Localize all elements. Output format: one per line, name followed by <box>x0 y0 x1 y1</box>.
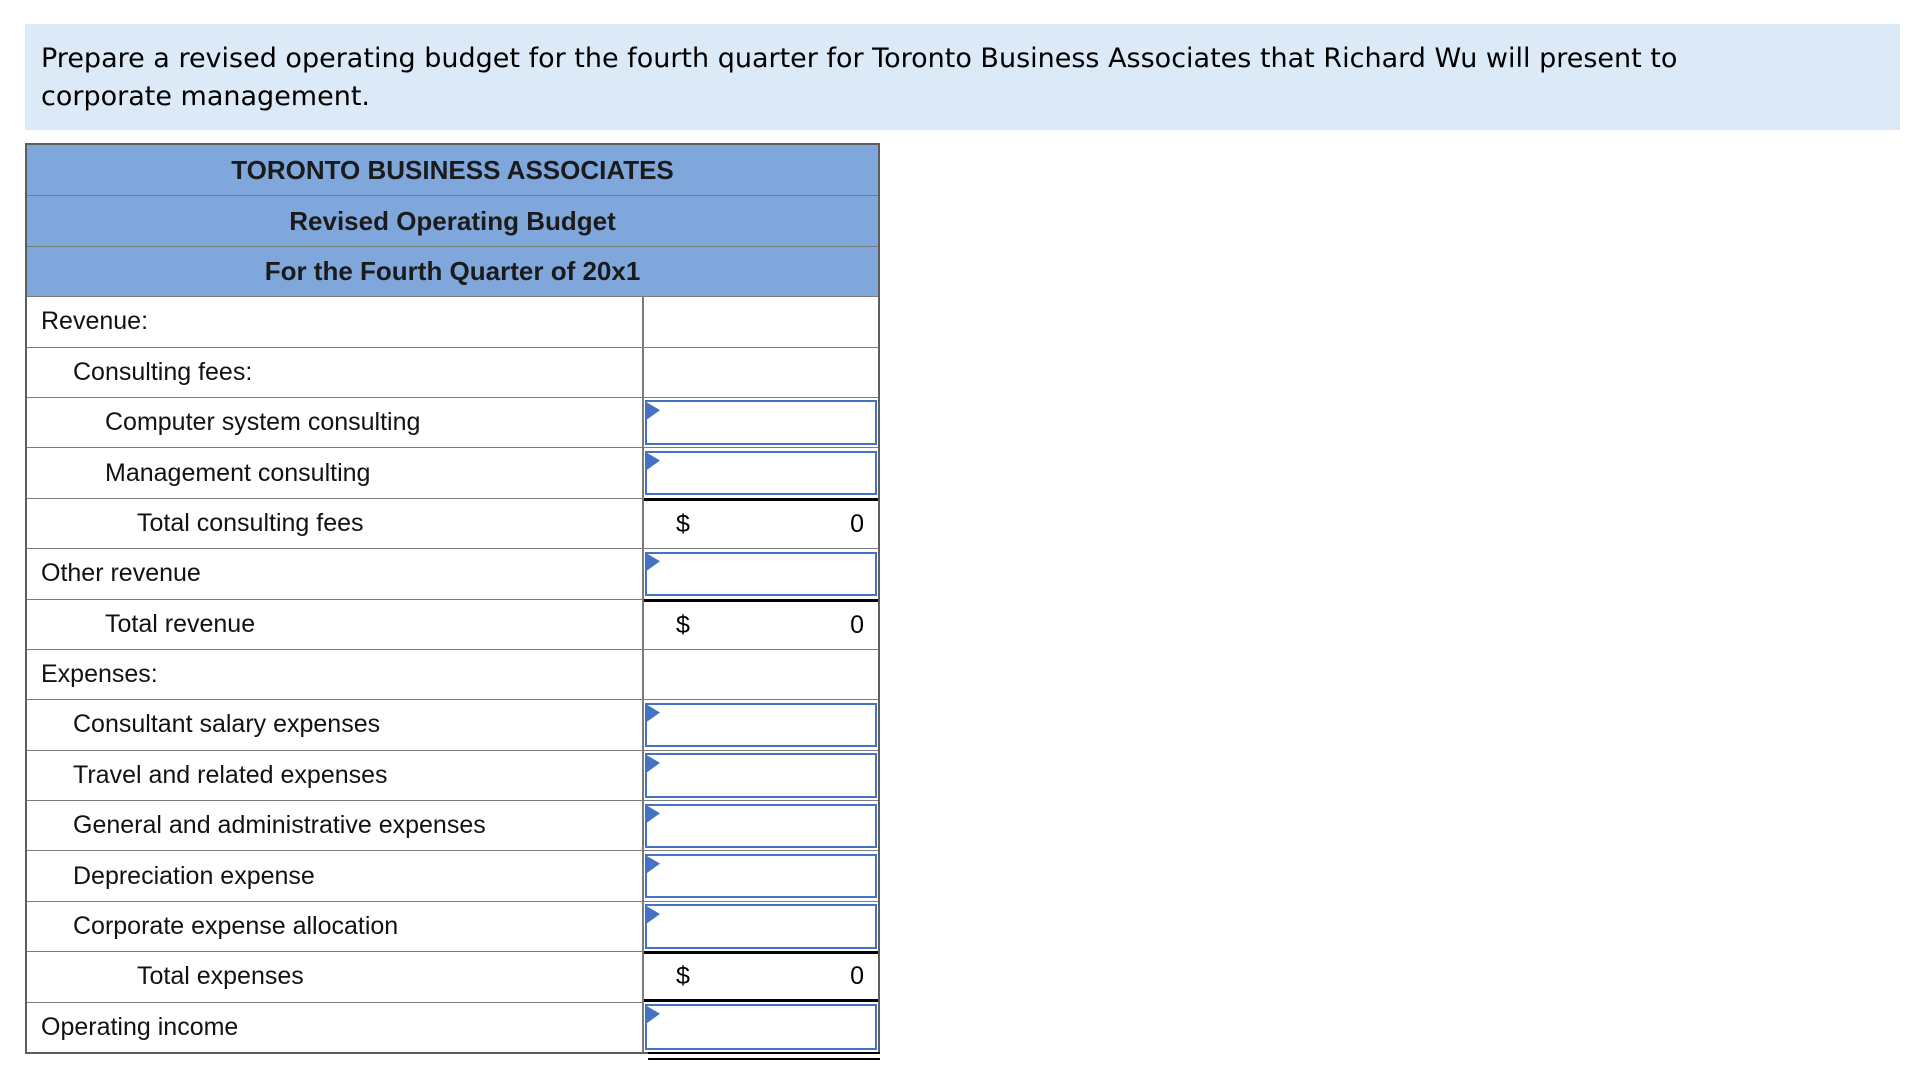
amount-cell <box>644 498 878 548</box>
table-row <box>27 498 878 548</box>
row-label: Expenses: <box>41 660 158 689</box>
table-title-period: For the Fourth Quarter of 20x1 <box>27 246 878 296</box>
currency-symbol: $ <box>676 509 690 538</box>
row-label: Revenue: <box>41 307 149 336</box>
table-body <box>27 296 878 1052</box>
row-label: Other revenue <box>41 559 201 588</box>
amount-value: 0 <box>850 961 864 990</box>
amount-value: 0 <box>850 509 864 538</box>
row-label-cell <box>27 951 644 1001</box>
table-row <box>27 599 878 649</box>
row-label: General and administrative expenses <box>73 811 486 840</box>
row-label-cell <box>27 800 644 850</box>
row-label: Operating income <box>41 1012 239 1041</box>
amount-input[interactable] <box>645 1004 877 1049</box>
amount-cell <box>644 850 878 900</box>
table-row <box>27 699 878 749</box>
instruction-banner <box>25 24 1900 130</box>
instruction-line-1: Prepare a revised operating budget for the fourth quarter for Toronto Business Associates that Richard Wu will present to <box>41 43 1678 74</box>
double-underline <box>648 1052 880 1060</box>
cell-flag-icon <box>647 806 660 823</box>
amount-input[interactable] <box>645 904 877 948</box>
amount-cell <box>644 951 878 1001</box>
row-label-cell <box>27 296 644 346</box>
row-label-cell <box>27 397 644 447</box>
budget-table <box>25 143 880 1054</box>
row-label-cell <box>27 699 644 749</box>
amount-cell <box>644 800 878 850</box>
row-label-cell <box>27 750 644 800</box>
row-label: Travel and related expenses <box>73 760 388 789</box>
amount-cell <box>644 649 878 699</box>
row-label: Depreciation expense <box>73 861 315 890</box>
currency-symbol: $ <box>676 610 690 639</box>
amount-input[interactable] <box>645 753 877 797</box>
amount-cell <box>644 901 878 951</box>
table-row <box>27 397 878 447</box>
table-row <box>27 901 878 951</box>
table-row <box>27 1002 878 1052</box>
row-label-cell <box>27 599 644 649</box>
row-label-cell <box>27 1002 644 1052</box>
row-label: Total expenses <box>137 962 304 991</box>
amount-input[interactable] <box>645 451 877 495</box>
cell-flag-icon <box>647 1006 660 1023</box>
amount-value: 0 <box>850 610 864 639</box>
currency-symbol: $ <box>676 961 690 990</box>
table-title-company: TORONTO BUSINESS ASSOCIATES <box>27 145 878 195</box>
row-label: Consulting fees: <box>73 357 253 386</box>
amount-cell <box>644 347 878 397</box>
row-label-cell <box>27 901 644 951</box>
amount-cell <box>644 397 878 447</box>
amount-input[interactable] <box>645 552 877 596</box>
amount-cell <box>644 750 878 800</box>
row-label: Total revenue <box>105 609 256 638</box>
cell-flag-icon <box>647 453 660 470</box>
amount-cell <box>644 447 878 497</box>
row-label: Computer system consulting <box>105 408 421 437</box>
row-label-cell <box>27 649 644 699</box>
table-row <box>27 800 878 850</box>
amount-cell <box>644 1002 878 1052</box>
table-title-statement: Revised Operating Budget <box>27 195 878 245</box>
table-row <box>27 750 878 800</box>
cell-flag-icon <box>647 856 660 873</box>
cell-flag-icon <box>647 755 660 772</box>
table-row <box>27 850 878 900</box>
table-row <box>27 951 878 1001</box>
row-label: Corporate expense allocation <box>73 912 399 941</box>
amount-input[interactable] <box>645 804 877 848</box>
amount-cell <box>644 548 878 598</box>
cell-flag-icon <box>647 554 660 571</box>
cell-flag-icon <box>647 705 660 722</box>
row-label-cell <box>27 850 644 900</box>
row-label-cell <box>27 347 644 397</box>
amount-cell <box>644 296 878 346</box>
table-row <box>27 296 878 346</box>
row-label: Total consulting fees <box>137 508 364 537</box>
row-label-cell <box>27 498 644 548</box>
cell-flag-icon <box>647 402 660 419</box>
table-row <box>27 649 878 699</box>
amount-cell <box>644 699 878 749</box>
table-row <box>27 447 878 497</box>
amount-input[interactable] <box>645 400 877 444</box>
amount-input[interactable] <box>645 854 877 898</box>
row-label: Consultant salary expenses <box>73 710 381 739</box>
amount-input[interactable] <box>645 703 877 747</box>
amount-cell <box>644 599 878 649</box>
table-row <box>27 347 878 397</box>
row-label: Management consulting <box>105 458 371 487</box>
cell-flag-icon <box>647 906 660 923</box>
row-label-cell <box>27 548 644 598</box>
row-label-cell <box>27 447 644 497</box>
instruction-line-2: corporate management. <box>41 81 370 112</box>
table-row <box>27 548 878 598</box>
